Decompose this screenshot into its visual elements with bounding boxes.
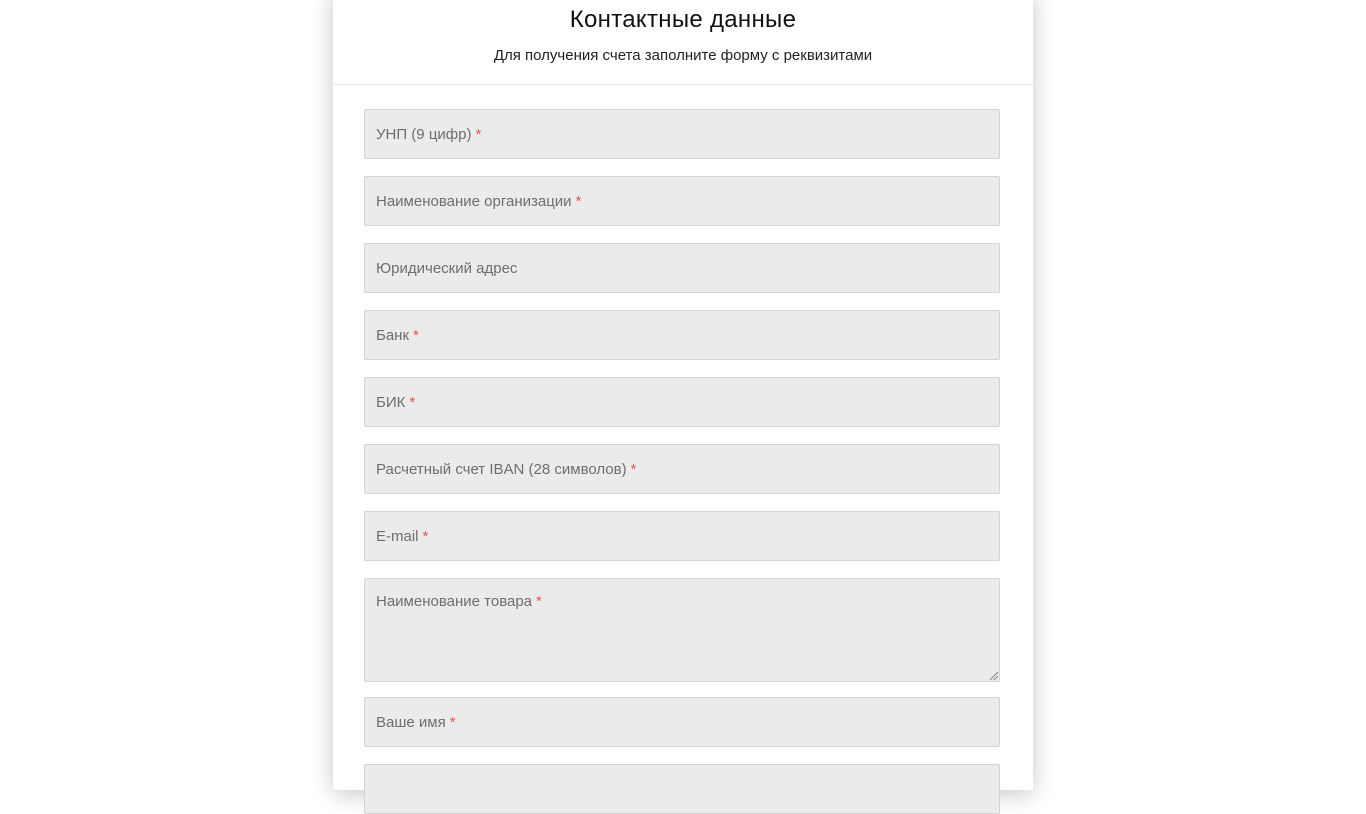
required-marker: * (575, 193, 582, 210)
organization-name-input[interactable] (364, 176, 1000, 226)
required-marker: * (630, 461, 637, 478)
required-marker: * (475, 126, 482, 143)
unp-placeholder: УНП (9 цифр) * (376, 126, 482, 143)
email-field[interactable] (364, 511, 1000, 561)
next-input-partial[interactable] (364, 764, 1000, 814)
your-name-input[interactable] (364, 697, 1000, 747)
required-marker: * (449, 714, 456, 731)
form-header (333, 0, 1033, 85)
contact-form-card (333, 0, 1033, 790)
product-name-placeholder: Наименование товара * (376, 593, 542, 610)
legal-address-input[interactable] (364, 243, 1000, 293)
form-subtitle: Для получения счета заполните форму с реквизитами (493, 47, 873, 64)
organization-name-placeholder: Наименование организации * (376, 193, 582, 210)
form-title: Контактные данные (569, 6, 797, 33)
your-name-placeholder: Ваше имя * (376, 714, 456, 731)
required-marker: * (422, 528, 429, 545)
legal-address-placeholder: Юридический адрес (376, 260, 518, 277)
iban-placeholder: Расчетный счет IBAN (28 символов) * (376, 461, 637, 478)
email-placeholder: E-mail * (376, 528, 429, 545)
required-marker: * (536, 593, 542, 610)
bank-input[interactable] (364, 310, 1000, 360)
bik-input[interactable] (364, 377, 1000, 427)
unp-input[interactable] (364, 109, 1000, 159)
iban-input[interactable] (364, 444, 1000, 494)
bank-placeholder: Банк * (376, 327, 419, 344)
product-name-textarea[interactable] (364, 578, 1000, 682)
required-marker: * (413, 327, 419, 344)
resize-handle-icon[interactable] (990, 672, 998, 680)
bik-placeholder: БИК * (376, 394, 416, 411)
required-marker: * (409, 394, 416, 411)
